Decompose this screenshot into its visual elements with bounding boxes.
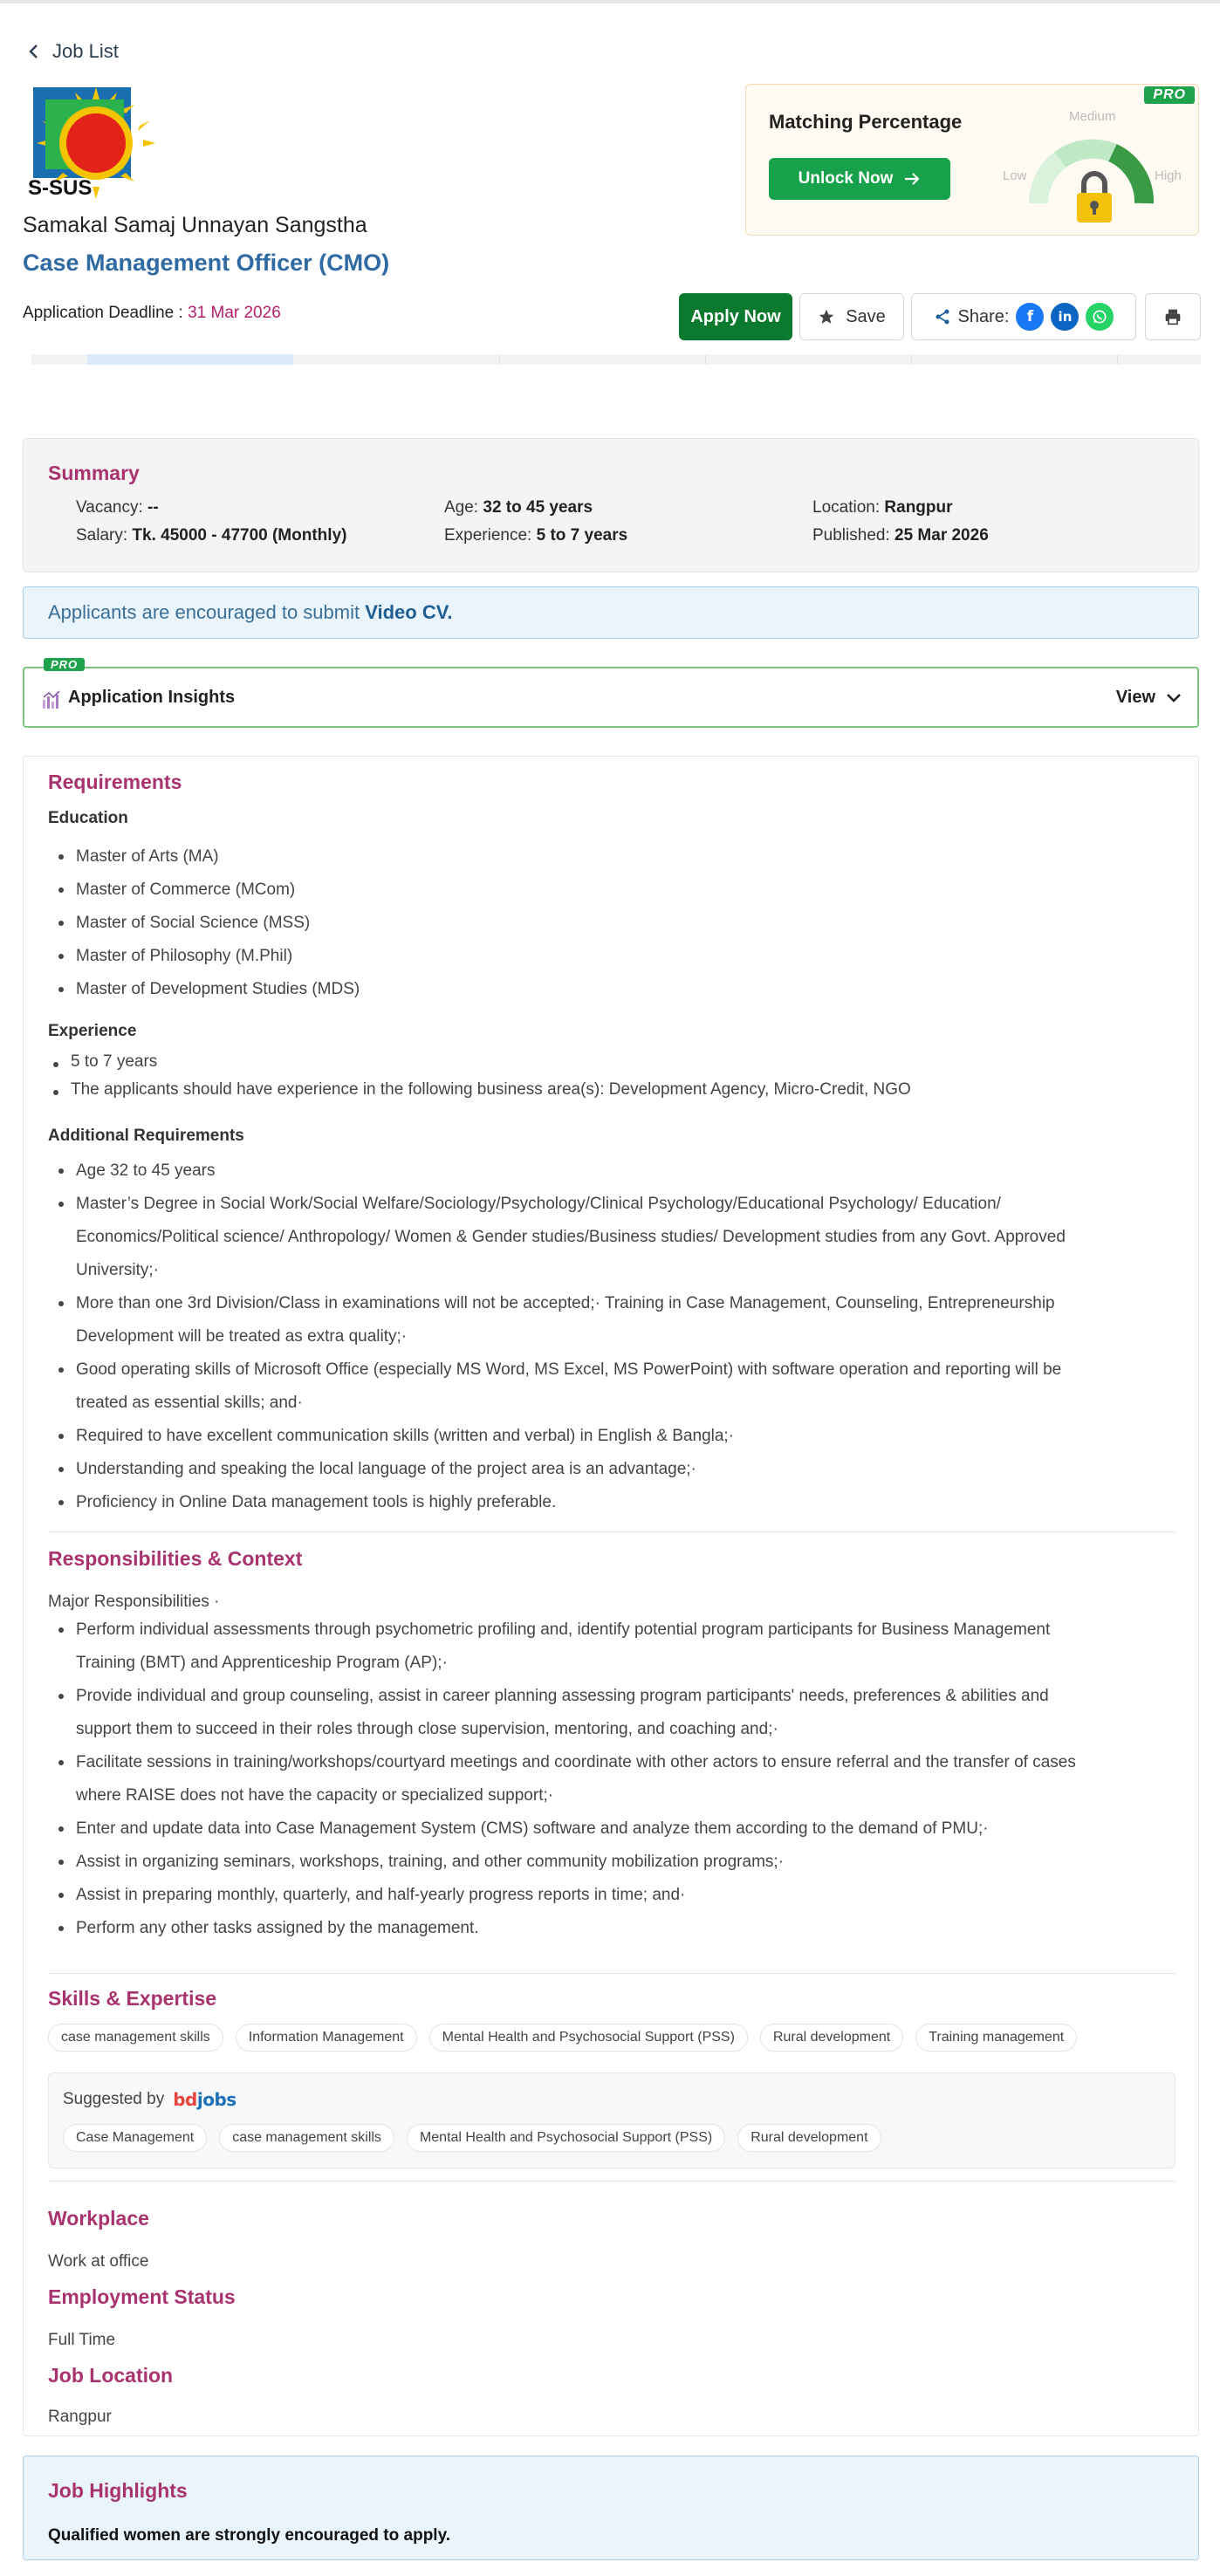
job-highlights-section: [23, 2456, 1199, 2560]
skills-title: Skills & Expertise: [48, 1987, 217, 2010]
age: [444, 498, 593, 517]
application-deadline: [23, 304, 281, 323]
company-name: Samakal Samaj Unnayan Sangstha: [23, 213, 367, 237]
list-item: More than one 3rd Division/Class in examinations will not be accepted;· Training in Case Management, Counseling, Entrepreneurship: [48, 1287, 1066, 1320]
published-label: Published:: [812, 526, 890, 545]
pro-badge: PRO: [1144, 86, 1195, 104]
insights-label: Application Insights: [68, 688, 236, 707]
job-location-value: Rangpur: [48, 2408, 112, 2426]
education-title: Education: [48, 809, 128, 827]
insights-chart-icon: [42, 689, 61, 709]
list-item: Master of Arts (MA): [48, 840, 360, 874]
print-button[interactable]: [1145, 293, 1201, 340]
list-item: Enter and update data into Case Management System (CMS) software and analyze them according to the demand of PMU;·: [48, 1812, 1076, 1846]
list-item: Provide individual and group counseling, assist in career planning assessing program participants' needs, preferences & abilities and: [48, 1680, 1076, 1713]
insights-view-toggle[interactable]: [1116, 688, 1182, 708]
summary-section: [23, 438, 1199, 572]
list-item: Master of Commerce (MCom): [48, 874, 360, 907]
list-item: Perform individual assessments through psychometric profiling and, identify potential program participants for Business Management: [48, 1613, 1076, 1647]
summary-title: Summary: [48, 462, 140, 484]
video-cv-link[interactable]: Video CV.: [365, 601, 453, 623]
save-label: Save: [846, 306, 886, 326]
list-item-continued: Training (BMT) and Apprenticeship Program (AP);·: [76, 1654, 448, 1672]
age-value: 32 to 45 years: [483, 498, 593, 517]
printer-icon: [1164, 308, 1182, 325]
list-item-continued: University;·: [76, 1261, 160, 1279]
deadline-date: 31 Mar 2026: [188, 304, 281, 322]
list-item: Required to have excellent communication skills (written and verbal) in English & Bangla;·: [48, 1420, 1066, 1453]
workplace-title: Workplace: [48, 2207, 149, 2230]
published-value: 25 Mar 2026: [894, 526, 989, 545]
bdjobs-logo: bdjobs: [173, 2089, 236, 2110]
video-cv-text: Applicants are encouraged to submit: [48, 601, 360, 623]
section-divider: [48, 1531, 1175, 1532]
suggested-skill-chip[interactable]: Case Management: [63, 2124, 207, 2152]
list-item: Understanding and speaking the local language of the project area is an advantage;·: [48, 1453, 1066, 1486]
active-tab-indicator: [87, 354, 293, 365]
matching-percentage-card: [745, 84, 1199, 236]
list-item-continued: Development will be treated as extra quality;·: [76, 1327, 408, 1346]
vacancy: [76, 498, 159, 517]
experience-value: 5 to 7 years: [536, 526, 628, 545]
job-highlights-title: Job Highlights: [48, 2479, 188, 2502]
gauge-high: High: [1155, 168, 1182, 183]
section-tabs-strip: [31, 354, 1201, 365]
whatsapp-icon[interactable]: [1086, 303, 1114, 331]
additional-requirements-title: Additional Requirements: [48, 1127, 244, 1145]
additional-requirements-list: [48, 1154, 1066, 1519]
unlock-label: Unlock Now: [798, 169, 894, 188]
gauge-low: Low: [1003, 168, 1027, 183]
share-label: Share:: [957, 306, 1010, 326]
workplace-value: Work at office: [48, 2252, 149, 2271]
top-border: [0, 0, 1220, 3]
video-cv-notice: [23, 586, 1199, 639]
responsibilities-intro: Major Responsibilities ·: [48, 1593, 220, 1611]
share-icon: [934, 308, 951, 325]
company-logo: [30, 87, 157, 199]
back-label: Job List: [52, 40, 119, 62]
chevron-left-icon: [28, 43, 40, 60]
job-details-card: [23, 756, 1199, 2436]
employment-status-title: Employment Status: [48, 2285, 236, 2308]
responsibilities-list: [48, 1613, 1076, 1945]
responsibilities-title: Responsibilities & Context: [48, 1547, 303, 1570]
list-item: Assist in preparing monthly, quarterly, and half-yearly progress reports in time; and·: [48, 1879, 1076, 1912]
arrow-right-icon: [903, 172, 921, 186]
job-actions: [679, 293, 1201, 340]
experience-label: Experience:: [444, 526, 532, 545]
job-highlights-text: Qualified women are strongly encouraged to apply.: [48, 2526, 451, 2545]
list-item-continued: treated as essential skills; and·: [76, 1394, 303, 1412]
tab-separator: [499, 354, 500, 365]
facebook-icon[interactable]: f: [1016, 303, 1044, 331]
skill-chip[interactable]: Information Management: [236, 2024, 417, 2052]
job-location-title: Job Location: [48, 2364, 174, 2387]
age-label: Age:: [444, 498, 479, 517]
job-title: Case Management Officer (CMO): [23, 250, 390, 276]
section-divider: [48, 1973, 1175, 1974]
experience: [444, 526, 627, 545]
share-box: [911, 293, 1136, 340]
tab-separator: [1117, 354, 1118, 365]
skill-chip[interactable]: Training management: [915, 2024, 1077, 2052]
salary: [76, 526, 346, 545]
list-item: Master of Social Science (MSS): [48, 907, 360, 940]
location-value: Rangpur: [884, 498, 953, 517]
tab-separator: [911, 354, 912, 365]
list-item-continued: where RAISE does not have the capacity or specialized support;·: [76, 1786, 554, 1805]
location-label: Location:: [812, 498, 881, 517]
matching-title: Matching Percentage: [769, 111, 963, 133]
logo-text: S-SUS: [28, 176, 93, 200]
experience-title: Experience: [48, 1022, 137, 1040]
skill-chip[interactable]: Mental Health and Psychosocial Support (PSS): [429, 2024, 748, 2052]
suggested-label: Suggested by: [63, 2090, 165, 2108]
tab-separator: [705, 354, 706, 365]
list-item-continued: support them to succeed in their roles through close supervision, mentoring, and coaching and;·: [76, 1720, 778, 1738]
requirements-title: Requirements: [48, 771, 182, 793]
education-list: [48, 840, 360, 1006]
list-item-continued: Economics/Political science/ Anthropology/ Women & Gender studies/Business studies/ Development studies from any Govt. Approved: [76, 1228, 1066, 1246]
list-item: Master of Philosophy (M.Phil): [48, 940, 360, 973]
suggested-chips: [63, 2124, 881, 2152]
save-button[interactable]: [799, 293, 904, 340]
apply-now-button[interactable]: Apply Now: [679, 293, 792, 340]
skills-chips: [48, 2024, 1077, 2052]
suggested-by: [63, 2089, 236, 2110]
list-item: Good operating skills of Microsoft Office (especially MS Word, MS Excel, MS PowerPoint) with software operation and reporting will be: [48, 1353, 1066, 1387]
list-item: Perform any other tasks assigned by the management.: [48, 1912, 1076, 1945]
employment-status-value: Full Time: [48, 2331, 116, 2349]
suggested-skill-chip[interactable]: case management skills: [219, 2124, 394, 2152]
gauge-medium: Medium: [1069, 109, 1116, 124]
skill-chip[interactable]: case management skills: [48, 2024, 223, 2052]
match-gauge: [990, 99, 1191, 230]
suggested-skill-chip[interactable]: Rural development: [737, 2124, 881, 2152]
back-to-job-list-link[interactable]: [28, 40, 119, 63]
vacancy-value: --: [147, 498, 159, 517]
suggested-skills-box: [48, 2072, 1175, 2168]
deadline-label: Application Deadline :: [23, 304, 183, 322]
list-item: Proficiency in Online Data management tools is highly preferable.: [48, 1486, 1066, 1519]
salary-value: Tk. 45000 - 47700 (Monthly): [132, 526, 347, 545]
salary-label: Salary:: [76, 526, 128, 545]
suggested-skill-chip[interactable]: Mental Health and Psychosocial Support (PSS): [407, 2124, 725, 2152]
experience-list: [48, 1048, 911, 1104]
vacancy-label: Vacancy:: [76, 498, 143, 517]
skill-chip[interactable]: Rural development: [760, 2024, 903, 2052]
unlock-now-button[interactable]: [769, 158, 950, 200]
published: [812, 526, 989, 545]
linkedin-icon[interactable]: in: [1051, 303, 1079, 331]
section-divider: [48, 2181, 1175, 2182]
star-icon: [818, 308, 835, 325]
list-item: Master’s Degree in Social Work/Social Welfare/Sociology/Psychology/Clinical Psychology/Educational Psychology/ Education/: [48, 1188, 1066, 1221]
list-item: Master of Development Studies (MDS): [48, 973, 360, 1006]
list-item: Age 32 to 45 years: [48, 1154, 1066, 1188]
application-insights-panel[interactable]: [23, 658, 1199, 728]
list-item: 5 to 7 years: [48, 1048, 911, 1076]
list-item: The applicants should have experience in the following business area(s): Development Agency, Micro-Credit, NGO: [48, 1076, 911, 1104]
list-item: Facilitate sessions in training/workshops/courtyard meetings and coordinate with other actors to ensure referral and the transfer of cases: [48, 1746, 1076, 1779]
pro-badge: PRO: [44, 658, 85, 671]
location: [812, 498, 953, 517]
view-label: View: [1115, 688, 1155, 707]
list-item: Assist in organizing seminars, workshops, training, and other community mobilization programs;·: [48, 1846, 1076, 1879]
chevron-down-icon: [1166, 693, 1182, 703]
